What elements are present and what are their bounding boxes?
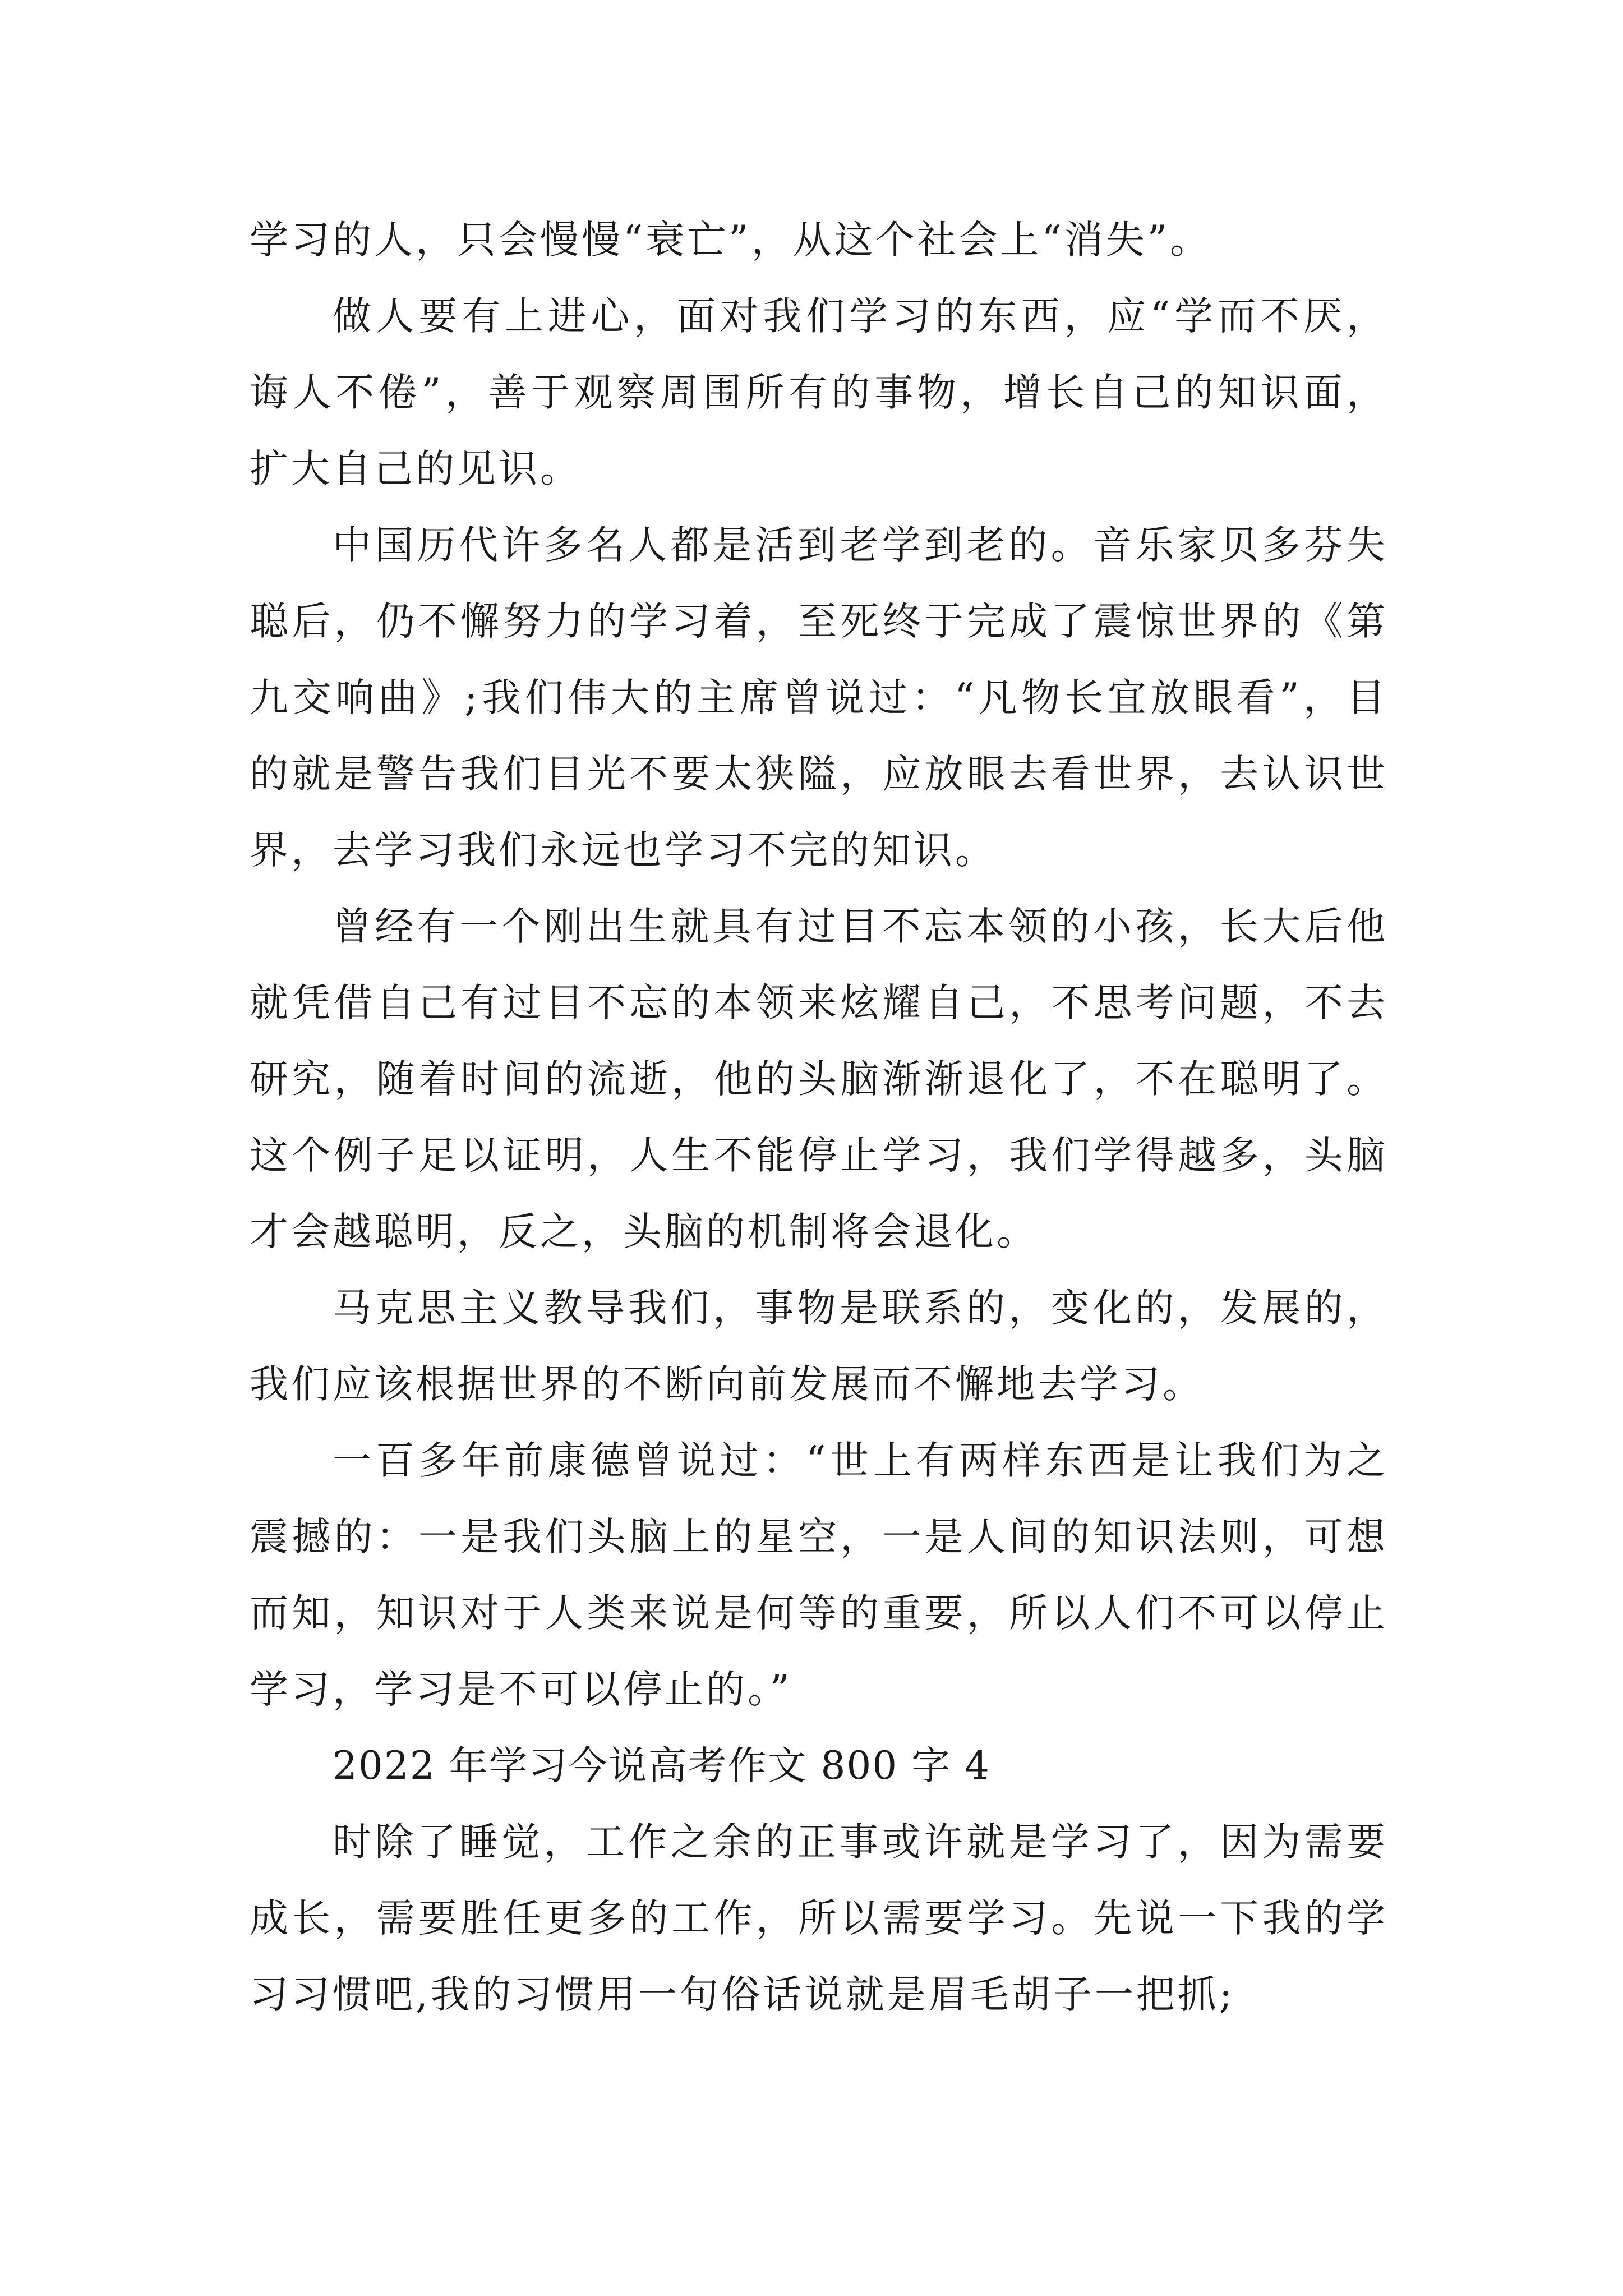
paragraph-4: 曾经有一个刚出生就具有过目不忘本领的小孩，长大后他就凭借自己有过目不忘的本领来炫耀自己，不思考问题，不去研究，随着时间的流逝，他的头脑渐渐退化了，不在聪明了。这个例子足以证明，人生不能停止学习，我们学得越多，头脑才会越聪明，反之，头脑的机制将会退化。 [250,904,1388,1254]
paragraph-6: 一百多年前康德曾说过：“世上有两样东西是让我们为之震撼的：一是我们头脑上的星空，一是人间的知识法则，可想而知，知识对于人类来说是何等的重要，所以人们不可以停止学习，学习是不可以停止的。” [250,1438,1388,1712]
paragraph-1: 学习的人，只会慢慢“衰亡”，从这个社会上“消失”。 [250,218,1212,263]
document-body [250,202,1388,2033]
paragraph-3: 中国历代许多名人都是活到老学到老的。音乐家贝多芬失聪后，仍不懈努力的学习着，至死终于完成了震惊世界的《第九交响曲》;我们伟大的主席曾说过：“凡物长宜放眼看”，目的就是警告我们目光不要太狭隘，应放眼去看世界，去认识世界，去学习我们永远也学习不完的知识。 [250,523,1388,873]
section-heading: 2022 年学习今说高考作文 800 字 4 [333,1743,990,1788]
paragraph-2: 做人要有上进心，面对我们学习的东西，应“学而不厌，诲人不倦”，善于观察周围所有的事物，增长自己的知识面，扩大自己的见识。 [250,294,1388,491]
paragraph-7: 时除了睡觉，工作之余的正事或许就是学习了，因为需要成长，需要胜任更多的工作，所以需要学习。先说一下我的学习习惯吧,我的习惯用一句俗话说就是眉毛胡子一把抓; [250,1820,1388,2017]
paragraph-5: 马克思主义教导我们，事物是联系的，变化的，发展的，我们应该根据世界的不断向前发展而不懈地去学习。 [250,1286,1388,1407]
